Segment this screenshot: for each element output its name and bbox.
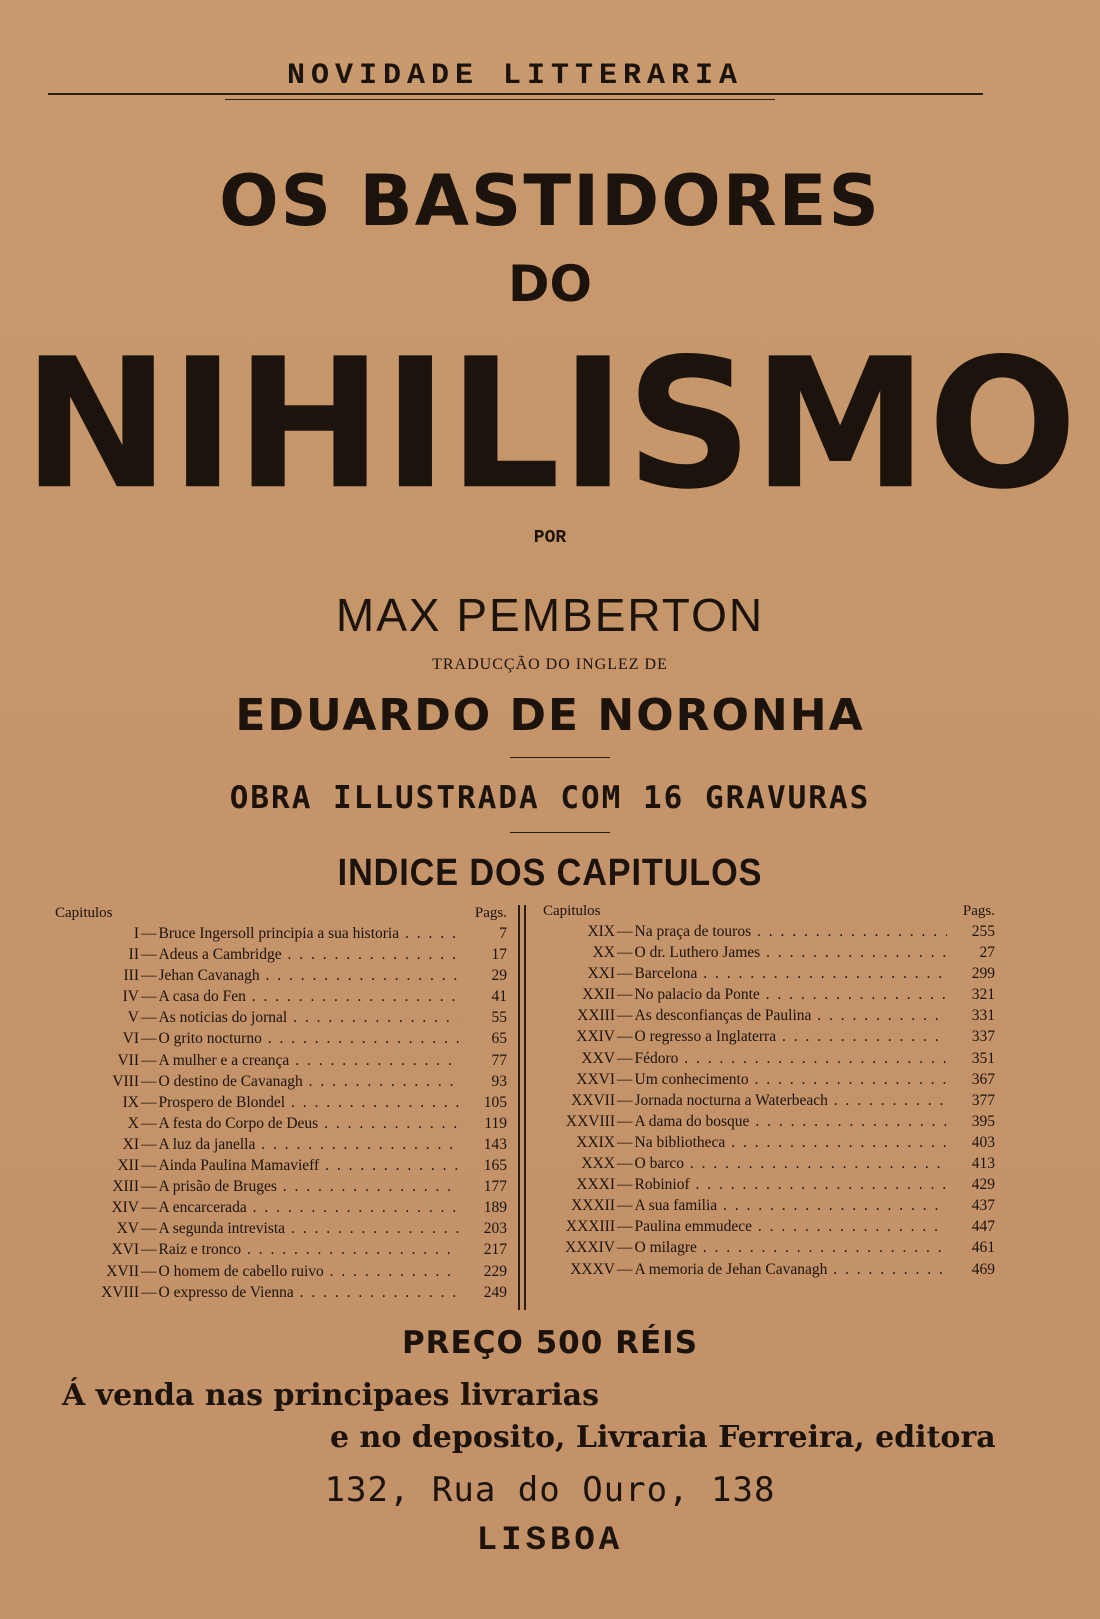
by-label: POR	[533, 528, 567, 548]
chapter-separator: —	[141, 1072, 157, 1090]
toc-row	[55, 1284, 507, 1305]
chapter-page: 41	[491, 988, 507, 1006]
chapter-separator: —	[141, 1135, 157, 1153]
chapter-page: 461	[971, 1239, 995, 1257]
toc-row	[543, 923, 995, 944]
toc-column-divider	[518, 905, 520, 1310]
chapter-page: 143	[483, 1135, 507, 1153]
chapter-separator: —	[141, 1009, 157, 1027]
chapter-title: Ainda Paulina Mamavieff . . .	[159, 1157, 460, 1175]
chapter-separator: —	[141, 1114, 157, 1132]
chapter-number: XXIX	[576, 1133, 615, 1151]
chapter-separator: —	[141, 1157, 157, 1175]
chapter-number: XIV	[111, 1199, 139, 1217]
illustrated-note: OBRA ILLUSTRADA COM 16 GRAVURAS	[229, 780, 871, 816]
chapter-page: 367	[971, 1070, 995, 1088]
chapter-title: Paulina emmudece . . .	[635, 1218, 948, 1236]
toc-row	[55, 988, 507, 1009]
chapter-page: 177	[483, 1178, 507, 1196]
chapter-separator: —	[617, 1260, 633, 1278]
chapter-number: VI	[122, 1030, 139, 1048]
chapter-title: Barcelona . . .	[635, 965, 948, 983]
chapter-page: 331	[971, 1007, 995, 1025]
toc-row	[55, 1241, 507, 1262]
chapter-page: 351	[971, 1049, 995, 1067]
chapter-separator: —	[141, 1051, 157, 1069]
chapter-page: 299	[971, 965, 995, 983]
chapter-separator: —	[617, 965, 633, 983]
toc-left-rows	[55, 925, 507, 1305]
chapter-separator: —	[141, 1220, 157, 1238]
toc-left-pages-label: Pags.	[474, 905, 507, 921]
chapter-title: A memoria de Jehan Cavanagh . . .	[635, 1261, 948, 1279]
chapter-separator: —	[141, 967, 157, 985]
price: PREÇO 500 RÉIS	[401, 1325, 699, 1361]
toc-row	[55, 1073, 507, 1094]
chapter-separator: —	[617, 923, 633, 940]
chapter-page: 17	[491, 946, 507, 964]
author-name: MAX PEMBERTON	[335, 589, 765, 641]
toc-row	[55, 1157, 507, 1178]
chapter-number: XXVII	[571, 1091, 615, 1109]
toc-row	[55, 925, 507, 946]
chapter-title: A luz da janella . . .	[159, 1136, 460, 1154]
chapter-number: XXIV	[576, 1028, 615, 1046]
chapter-page: 165	[483, 1157, 507, 1175]
chapter-page: 321	[971, 986, 995, 1004]
chapter-page: 189	[483, 1199, 507, 1217]
chapter-number: XXV	[581, 1049, 615, 1067]
publisher-address: 132, Rua do Ouro, 138	[324, 1470, 776, 1510]
toc-row	[55, 1030, 507, 1051]
chapter-title: O homem de cabello ruivo . . .	[159, 1263, 460, 1281]
chapter-title: A mulher e a creança . . .	[159, 1052, 460, 1070]
toc-left-header	[55, 905, 507, 925]
chapter-title: O destino de Cavanagh . . .	[159, 1073, 460, 1091]
chapter-number: XXVIII	[565, 1112, 615, 1130]
chapter-number: XIX	[587, 923, 615, 940]
chapter-title: A dama do bosque . . .	[635, 1113, 948, 1131]
chapter-number: XX	[592, 944, 615, 962]
chapter-title: A festa do Corpo de Deus . . .	[159, 1115, 460, 1133]
chapter-separator: —	[617, 1176, 633, 1194]
toc-row	[543, 965, 995, 986]
sale-line-2: e no deposito, Livraria Ferreira, editora	[330, 1420, 996, 1455]
chapter-page: 105	[483, 1093, 507, 1111]
chapter-number: XXIII	[577, 1007, 615, 1025]
chapter-separator: —	[617, 1091, 633, 1109]
chapter-page: 429	[971, 1176, 995, 1194]
chapter-separator: —	[141, 946, 157, 964]
chapter-separator: —	[617, 944, 633, 962]
chapter-title: A encarcerada . . .	[159, 1199, 460, 1217]
chapter-separator: —	[141, 1178, 157, 1196]
chapter-title: O grito nocturno . . .	[159, 1030, 460, 1048]
title-main: NIHILISMO	[22, 319, 1078, 530]
toc-row	[55, 946, 507, 967]
chapter-number: XXXIV	[565, 1239, 615, 1257]
header-text: NOVIDADE LITTERARIA	[286, 59, 744, 93]
toc-column-divider-2	[524, 905, 526, 1310]
translator-name: EDUARDO DE NORONHA	[235, 690, 865, 741]
chapter-page: 255	[971, 923, 995, 940]
chapter-title: O regresso a Inglaterra . . .	[635, 1028, 948, 1046]
header	[50, 58, 980, 98]
toc-row	[543, 1218, 995, 1239]
chapter-page: 27	[979, 944, 995, 962]
chapter-page: 119	[484, 1114, 507, 1132]
chapter-title: O milagre . . .	[635, 1239, 948, 1257]
chapter-separator: —	[141, 1199, 157, 1217]
toc-row	[55, 967, 507, 988]
toc-row	[55, 1052, 507, 1073]
chapter-title: O expresso de Vienna . . .	[159, 1284, 460, 1302]
toc-right-chapters-label: Capitulos	[543, 903, 601, 919]
chapter-number: XII	[117, 1157, 139, 1175]
toc-row	[543, 1197, 995, 1218]
toc-row	[543, 1050, 995, 1071]
toc-left-chapters-label: Capitulos	[55, 905, 113, 921]
chapter-title: Robiniof . . .	[635, 1176, 948, 1194]
chapter-separator: —	[141, 1262, 157, 1280]
chapter-title: Na bibliotheca . . .	[635, 1134, 948, 1152]
toc-row	[55, 1199, 507, 1220]
chapter-number: I	[133, 925, 139, 942]
chapter-number: VIII	[112, 1072, 139, 1090]
toc-right-header	[543, 903, 995, 923]
chapter-title: A sua familia . . .	[635, 1197, 948, 1215]
toc-right-pages-label: Pags.	[962, 903, 995, 919]
toc-row	[543, 1113, 995, 1134]
title-line-1: OS BASTIDORES	[219, 160, 881, 242]
toc-row	[543, 986, 995, 1007]
header-rule	[48, 93, 983, 95]
chapter-title: A prisão de Bruges . . .	[159, 1178, 460, 1196]
toc-row	[543, 1028, 995, 1049]
chapter-number: XXVI	[576, 1070, 615, 1088]
toc-row	[55, 1115, 507, 1136]
sale-line-1: Á venda nas principaes livrarias	[62, 1378, 599, 1413]
title-line-2: DO	[507, 255, 592, 313]
chapter-separator: —	[141, 988, 157, 1006]
chapter-title: Jornada nocturna a Waterbeach . . .	[635, 1092, 948, 1110]
chapter-number: IV	[122, 988, 139, 1006]
chapter-number: XXII	[582, 986, 615, 1004]
toc-row	[55, 1009, 507, 1030]
toc-row	[55, 1263, 507, 1284]
chapter-separator: —	[141, 925, 157, 942]
chapter-separator: —	[617, 1049, 633, 1067]
chapter-page: 413	[971, 1155, 995, 1173]
divider-1	[510, 757, 610, 758]
chapter-page: 249	[483, 1283, 507, 1301]
chapter-number: VII	[117, 1051, 139, 1069]
chapter-page: 447	[971, 1218, 995, 1236]
toc-row	[543, 1071, 995, 1092]
chapter-separator: —	[617, 1197, 633, 1215]
chapter-title: No palacio da Ponte . . .	[635, 986, 948, 1004]
header-rule-thin	[225, 99, 775, 100]
chapter-title: Um conhecimento . . .	[635, 1071, 948, 1089]
chapter-separator: —	[617, 1239, 633, 1257]
chapter-page: 469	[971, 1260, 995, 1278]
chapter-page: 377	[971, 1091, 995, 1109]
chapter-page: 55	[491, 1009, 507, 1027]
chapter-number: XI	[122, 1135, 139, 1153]
toc-right-rows	[543, 923, 995, 1282]
chapter-title: Bruce Ingersoll principia a sua historia . . .	[159, 925, 460, 943]
chapter-title: A casa do Fen . . .	[159, 988, 460, 1006]
chapter-separator: —	[617, 1070, 633, 1088]
chapter-page: 217	[483, 1241, 507, 1259]
chapter-page: 29	[491, 967, 507, 985]
chapter-separator: —	[141, 1030, 157, 1048]
toc-row	[543, 1155, 995, 1176]
chapter-title: As noticias do jornal . . .	[159, 1009, 460, 1027]
chapter-page: 77	[491, 1051, 507, 1069]
chapter-title: Raiz e tronco . . .	[159, 1241, 460, 1259]
chapter-page: 229	[483, 1262, 507, 1280]
chapter-title: Jehan Cavanagh . . .	[159, 967, 460, 985]
chapter-number: X	[127, 1114, 139, 1132]
chapter-separator: —	[617, 1218, 633, 1236]
toc-row	[55, 1178, 507, 1199]
divider-2	[510, 832, 610, 833]
chapter-page: 403	[971, 1133, 995, 1151]
toc-row	[543, 1134, 995, 1155]
chapter-title: A segunda intrevista . . .	[159, 1220, 460, 1238]
toc-row	[543, 1239, 995, 1260]
chapter-separator: —	[617, 1133, 633, 1151]
toc-row	[543, 1092, 995, 1113]
chapter-separator: —	[141, 1283, 157, 1301]
chapter-number: XIII	[112, 1178, 139, 1196]
chapter-number: XXXIII	[565, 1218, 615, 1236]
chapter-number: XV	[116, 1220, 139, 1238]
chapter-number: XVI	[111, 1241, 139, 1259]
chapter-separator: —	[617, 986, 633, 1004]
chapter-separator: —	[617, 1028, 633, 1046]
toc-row	[543, 1176, 995, 1197]
chapter-number: III	[123, 967, 139, 985]
chapter-page: 93	[491, 1072, 507, 1090]
chapter-number: XXI	[587, 965, 615, 983]
toc-row	[543, 1261, 995, 1282]
toc-left-column	[55, 905, 507, 1305]
chapter-separator: —	[617, 1155, 633, 1173]
chapter-number: XXXV	[570, 1260, 615, 1278]
chapter-separator: —	[141, 1241, 157, 1259]
chapter-title: O dr. Luthero James . . .	[635, 944, 948, 962]
chapter-page: 203	[483, 1220, 507, 1238]
chapter-separator: —	[141, 1093, 157, 1111]
toc-row	[543, 1007, 995, 1028]
toc-right-column	[543, 903, 995, 1282]
chapter-number: IX	[122, 1093, 139, 1111]
chapter-page: 7	[499, 925, 507, 942]
toc-row	[543, 944, 995, 965]
chapter-title: Na praça de touros . . .	[635, 923, 948, 941]
chapter-number: XVIII	[101, 1283, 139, 1301]
chapter-number: V	[127, 1009, 139, 1027]
chapter-separator: —	[617, 1112, 633, 1130]
translation-note: TRADUCÇÃO DO INGLEZ DE	[432, 656, 668, 673]
chapter-title: Prospero de Blondel . . .	[159, 1094, 460, 1112]
chapter-page: 437	[971, 1197, 995, 1215]
toc-row	[55, 1136, 507, 1157]
chapter-number: XXXII	[571, 1197, 615, 1215]
chapter-number: II	[128, 946, 139, 964]
chapter-page: 337	[971, 1028, 995, 1046]
chapter-title: Fédoro . . .	[635, 1050, 948, 1068]
chapter-title: Adeus a Cambridge . . .	[159, 946, 460, 964]
chapter-page: 395	[971, 1112, 995, 1130]
chapter-title: As desconfianças de Paulina . . .	[635, 1007, 948, 1025]
publisher-city: LISBOA	[476, 1522, 624, 1560]
chapter-number: XVII	[106, 1262, 139, 1280]
chapter-number: XXXI	[576, 1176, 615, 1194]
chapter-page: 65	[491, 1030, 507, 1048]
chapter-separator: —	[617, 1007, 633, 1025]
index-title: INDICE DOS CAPITULOS	[337, 852, 763, 894]
chapter-title: O barco . . .	[635, 1155, 948, 1173]
toc-row	[55, 1094, 507, 1115]
toc-row	[55, 1220, 507, 1241]
chapter-number: XXX	[581, 1155, 615, 1173]
